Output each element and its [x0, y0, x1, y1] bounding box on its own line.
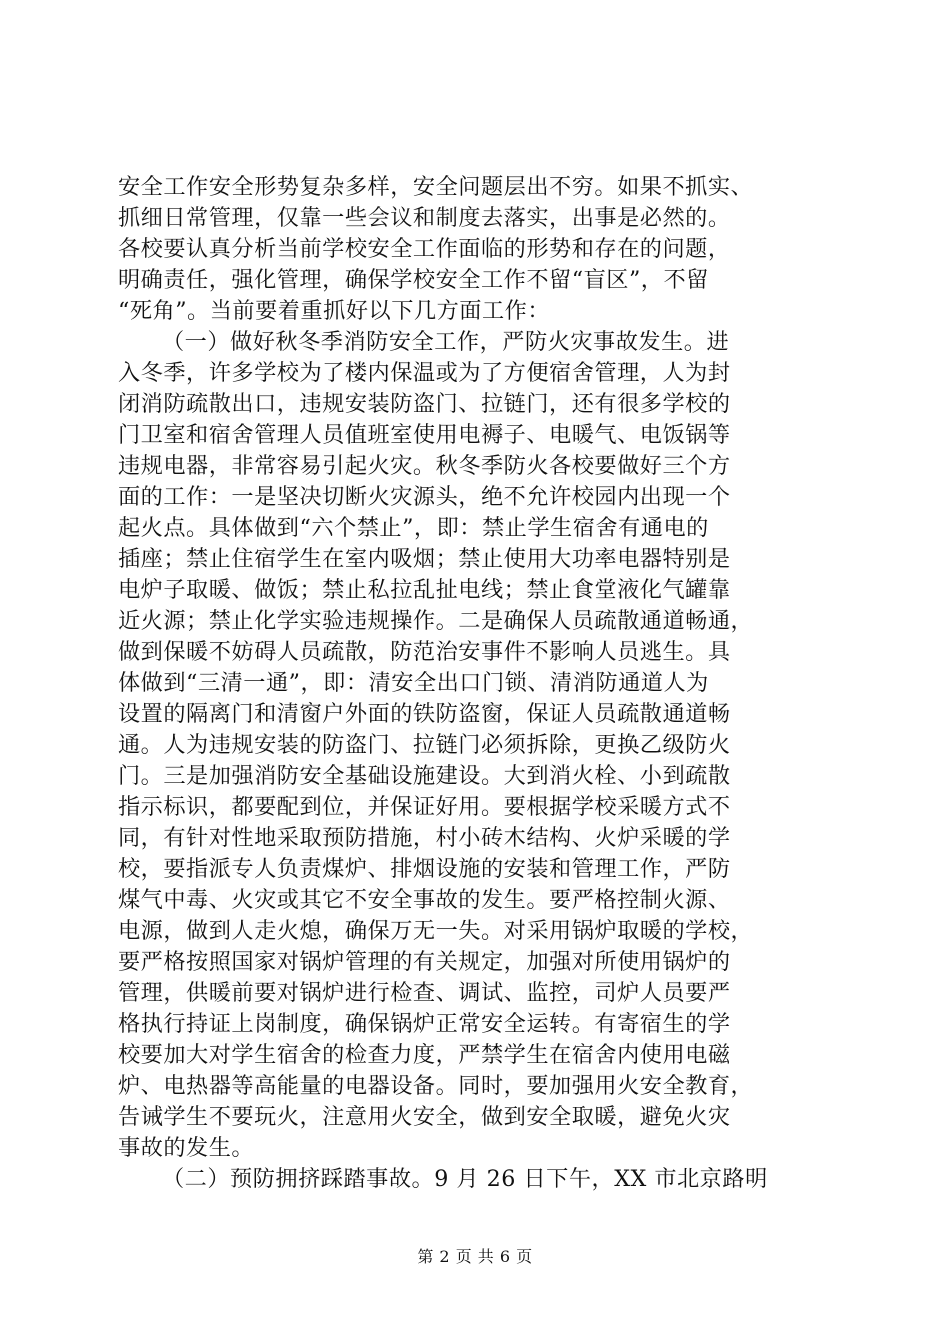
text-line: 煤气中毒、火灾或其它不安全事故的发生。要严格控制火源、 — [118, 887, 731, 913]
text-line: 门卫室和宿舍管理人员值班室使用电褥子、电暖气、电饭锅等 — [118, 422, 731, 448]
text-line: 电源，做到人走火熄，确保万无一失。对采用锅炉取暖的学校， — [118, 918, 754, 944]
text-line: 近火源；禁止化学实验违规操作。二是确保人员疏散通道畅通， — [118, 608, 754, 634]
text-line: 抓细日常管理，仅靠一些会议和制度去落实，出事是必然的。 — [118, 205, 731, 231]
text-line: 入冬季，许多学校为了楼内保温或为了方便宿舍管理，人为封 — [118, 360, 731, 386]
text-line: 要严格按照国家对锅炉管理的有关规定，加强对所使用锅炉的 — [118, 949, 731, 975]
text-line: 格执行持证上岗制度，确保锅炉正常安全运转。有寄宿生的学 — [118, 1011, 731, 1037]
text-line: 设置的隔离门和清窗户外面的铁防盗窗，保证人员疏散通道畅 — [118, 701, 731, 727]
text-line: 插座；禁止住宿学生在室内吸烟；禁止使用大功率电器特别是 — [118, 546, 731, 572]
text-line: 管理，供暖前要对锅炉进行检查、调试、监控，司炉人员要严 — [118, 980, 731, 1006]
page-number-footer: 第 2 页 共 6 页 — [417, 1247, 533, 1266]
text-line: 违规电器，非常容易引起火灾。秋冬季防火各校要做好三个方 — [118, 453, 731, 479]
text-line: 各校要认真分析当前学校安全工作面临的形势和存在的问题， — [118, 236, 731, 262]
text-line: 同，有针对性地采取预防措施，村小砖木结构、火炉采暖的学 — [118, 825, 731, 851]
text-line: 校要加大对学生宿舍的检查力度，严禁学生在宿舍内使用电磁 — [118, 1042, 731, 1068]
text-line: 炉、电热器等高能量的电器设备。同时，要加强用火安全教育， — [118, 1073, 754, 1099]
text-line: “死角”。当前要着重抓好以下几方面工作： — [118, 298, 551, 324]
text-line: 通。人为违规安装的防盗门、拉链门必须拆除，更换乙级防火 — [118, 732, 731, 758]
text-line: 体做到“三清一通”，即：清安全出口门锁、清消防通道人为 — [118, 670, 709, 696]
text-line: 安全工作安全形势复杂多样，安全问题层出不穷。如果不抓实、 — [118, 174, 754, 200]
section-heading-line: （一）做好秋冬季消防安全工作，严防火灾事故发生。进 — [162, 329, 730, 355]
text-line: 起火点。具体做到“六个禁止”，即：禁止学生宿舍有通电的 — [118, 515, 709, 541]
text-line: 电炉子取暖、做饭；禁止私拉乱扯电线；禁止食堂液化气罐靠 — [118, 577, 731, 603]
text-line: 指示标识，都要配到位，并保证好用。要根据学校采暖方式不 — [118, 794, 731, 820]
section-heading-line: （二）预防拥挤踩踏事故。9 月 26 日下午，XX 市北京路明 — [162, 1166, 768, 1192]
text-line: 告诫学生不要玩火，注意用火安全，做到安全取暖，避免火灾 — [118, 1104, 731, 1130]
text-line: 明确责任，强化管理，确保学校安全工作不留“盲区”，不留 — [118, 267, 709, 293]
text-line: 校，要指派专人负责煤炉、排烟设施的安装和管理工作，严防 — [118, 856, 731, 882]
document-body — [118, 172, 838, 1195]
text-line: 闭消防疏散出口，违规安装防盗门、拉链门，还有很多学校的 — [118, 391, 731, 417]
text-line: 门。三是加强消防安全基础设施建设。大到消火栓、小到疏散 — [118, 763, 731, 789]
text-line: 事故的发生。 — [118, 1135, 255, 1161]
text-line: 面的工作：一是坚决切断火灾源头，绝不允许校园内出现一个 — [118, 484, 731, 510]
text-line: 做到保暖不妨碍人员疏散，防范治安事件不影响人员逃生。具 — [118, 639, 731, 665]
